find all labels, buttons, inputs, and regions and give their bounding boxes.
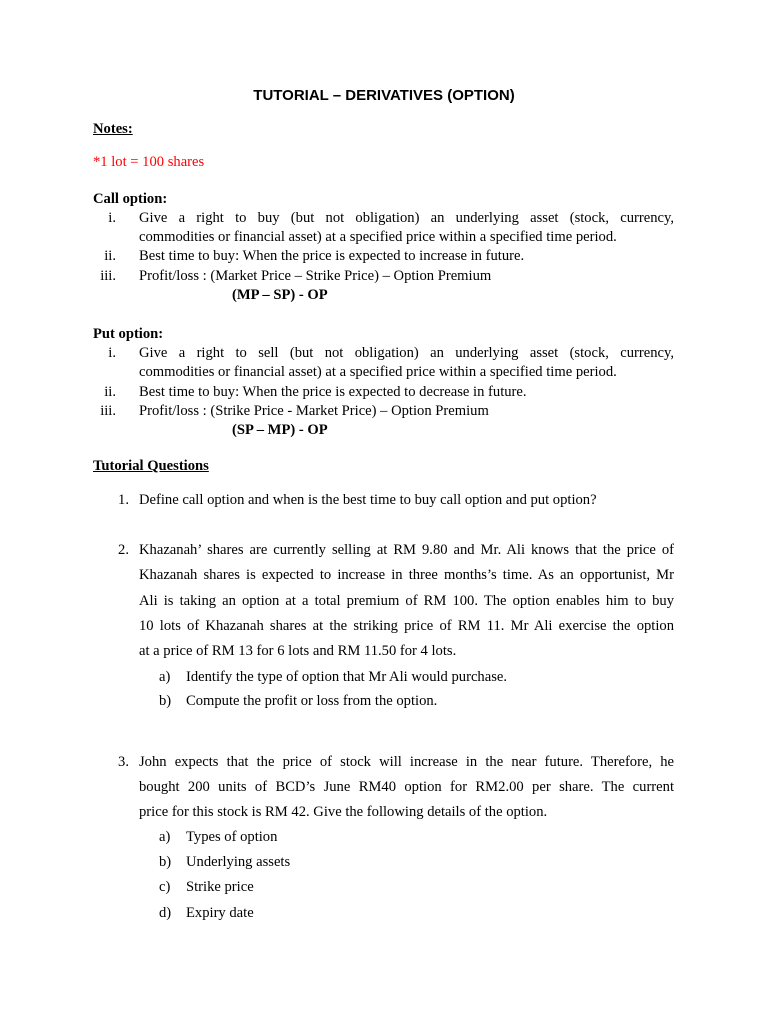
sub-question-letter: c) bbox=[159, 879, 171, 895]
sub-question-letter: d) bbox=[159, 905, 172, 921]
put-item-number: iii. bbox=[100, 403, 116, 419]
put-item-number: i. bbox=[108, 345, 116, 361]
put-item-text: Best time to buy: When the price is expected to decrease in future. bbox=[139, 384, 527, 400]
question-text: price for this stock is RM 42. Give the following details of the option. bbox=[139, 804, 548, 820]
page-title: TUTORIAL – DERIVATIVES (OPTION) bbox=[253, 87, 515, 104]
call-item-text: commodities or financial asset) at a specified price within a specified time period. bbox=[139, 229, 617, 245]
question-number: 3. bbox=[118, 754, 129, 770]
call-option-heading: Call option: bbox=[93, 191, 168, 207]
sub-question-letter: a) bbox=[159, 669, 171, 685]
call-item-text: Give a right to buy (but not obligation) an underlying asset (stock, currency, bbox=[139, 210, 674, 226]
notes-heading: Notes: bbox=[93, 121, 133, 137]
call-item-text: Best time to buy: When the price is expected to increase in future. bbox=[139, 248, 525, 264]
sub-question-text: Expiry date bbox=[186, 905, 254, 921]
question-text: Khazanah’ shares are currently selling at RM 9.80 and Mr. Ali knows that the price of bbox=[139, 542, 674, 558]
put-item-text: Profit/loss : (Strike Price - Market Price) – Option Premium bbox=[139, 403, 489, 419]
question-text: 10 lots of Khazanah shares at the striking price of RM 11. Mr Ali exercise the option bbox=[139, 618, 674, 634]
sub-question-letter: b) bbox=[159, 693, 172, 709]
call-item-text: Profit/loss : (Market Price – Strike Price) – Option Premium bbox=[139, 268, 492, 284]
sub-question-text: Strike price bbox=[186, 879, 254, 895]
call-item-number: ii. bbox=[104, 248, 116, 264]
question-text: Ali is taking an option at a total premium of RM 100. The option enables him to buy bbox=[139, 593, 674, 609]
sub-question-text: Underlying assets bbox=[186, 854, 291, 870]
question-text: at a price of RM 13 for 6 lots and RM 11.50 for 4 lots. bbox=[139, 643, 457, 659]
question-text: bought 200 units of BCD’s June RM40 option for RM2.00 per share. The current bbox=[139, 779, 674, 795]
question-text: Define call option and when is the best time to buy call option and put option? bbox=[139, 492, 597, 508]
sub-question-letter: b) bbox=[159, 854, 172, 870]
call-item-number: iii. bbox=[100, 268, 116, 284]
put-formula: (SP – MP) - OP bbox=[232, 422, 328, 438]
sub-question-letter: a) bbox=[159, 829, 171, 845]
put-item-text: Give a right to sell (but not obligation) an underlying asset (stock, currency, bbox=[139, 345, 674, 361]
put-option-heading: Put option: bbox=[93, 326, 164, 342]
put-item-text: commodities or financial asset) at a specified price within a specified time period. bbox=[139, 364, 617, 380]
sub-question-text: Compute the profit or loss from the option. bbox=[186, 693, 438, 709]
sub-question-text: Identify the type of option that Mr Ali would purchase. bbox=[186, 669, 507, 685]
question-text: Khazanah shares is expected to increase in three months’s time. As an opportunist, Mr bbox=[139, 567, 674, 583]
call-item-number: i. bbox=[108, 210, 116, 226]
tutorial-questions-heading: Tutorial Questions bbox=[93, 458, 209, 474]
lot-note: *1 lot = 100 shares bbox=[93, 154, 205, 170]
sub-question-text: Types of option bbox=[186, 829, 278, 845]
question-text: John expects that the price of stock will increase in the near future. Therefore, he bbox=[139, 754, 674, 770]
question-number: 1. bbox=[118, 492, 129, 508]
call-formula: (MP – SP) - OP bbox=[232, 287, 328, 303]
put-item-number: ii. bbox=[104, 384, 116, 400]
question-number: 2. bbox=[118, 542, 129, 558]
